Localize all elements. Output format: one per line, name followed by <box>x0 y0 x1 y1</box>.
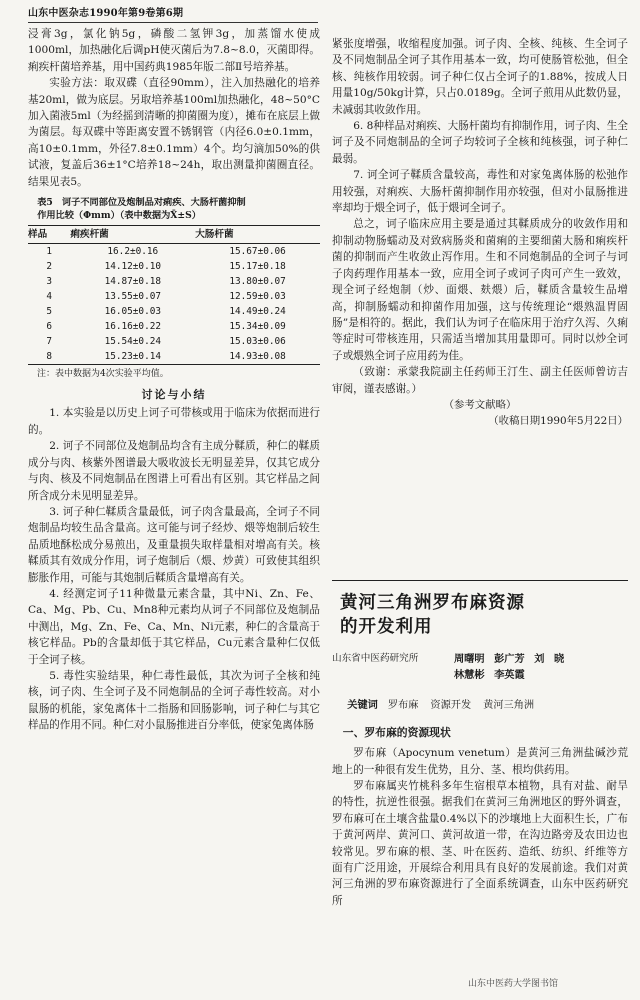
paragraph-culture-medium: 浸膏3g，氯化钠5g，磷酸二氢钾3g，加蒸馏水使成1000ml，加热融化后调pH使灭菌后为7.8~8.0，灭菌即得。痢疾杆菌培养基，用中国药典1985年版二部Ⅱ号培养基。 <box>28 28 320 73</box>
keyword: 资源开发 <box>430 700 472 712</box>
table-header-row <box>28 226 320 244</box>
discussion-point-1: 1. 本实验是以历史上诃子可带核或用于临床为依据而进行的。 <box>28 407 320 436</box>
table-cell: 6 <box>46 321 53 333</box>
table-row <box>28 244 320 260</box>
keywords-label: 关键词 <box>347 699 378 712</box>
discussion-point-5: 5. 毒性实验结果，种仁毒性最低，其次为诃子全核和纯核，诃子肉、生全诃子及不同炮制品的全诃子毒性较高。对小鼠肠的机能，家兔离体十二指肠和回肠影响，诃子种仁与其它样品的作用不同。种仁对小鼠肠推进百分率低，使家兔离体肠 <box>28 669 320 732</box>
paragraph-point-6: 6. 8种样品对痢疾、大肠杆菌均有抑制作用，诃子肉、生全诃子及不同炮制品的全诃子均较诃子全核和纯核强，诃子种仁最弱。 <box>332 120 628 165</box>
references-omitted: （参考文献略） <box>443 398 517 411</box>
table-cell: 14.87±0.18 <box>104 276 162 288</box>
paragraph-summary: 总之，诃子临床应用主要是通过其鞣质成分的收敛作用和抑制动物肠蠕动及对致病肠炎和菌痢的主要细菌大肠和痢疾杆菌的抑制而产生收敛止泻作用。生和不同炮制品的全诃子与诃子肉药理作用基本一致，应用全诃子或诃子肉可产生一致效，现全诃子经炮制（炒、面煨、麸煨）后，鞣质含量较生品增高，抑制肠蠕动和抑菌作用加强，这与传统理论“煨熟温胃固肠”是相符的。据此，我们认为诃子在临床用于治疗久泻、久痢等症时可带核连用，只需适当增加其用量即可。同时以炒全诃子或煨熟全诃子应用药为佳。 <box>332 218 628 362</box>
table-cell: 13.80±0.07 <box>229 276 286 288</box>
table-cell: 15.34±0.09 <box>229 321 286 333</box>
paragraph-resource-2: 罗布麻属夹竹桃科多年生宿根草本植物，具有对盐、耐旱的特性，抗逆性很强。据我们在黄河三角洲地区的野外调查，罗布麻可在土壤含盐量0.4%以下的沙壤地上大面积生长，广布于黄河两岸、黄河口、黄河故道一带，在沟边路旁及农田边也较常见。罗布麻的根、茎、叶在医药、造纸、纺织、纤维等方面有广泛用途，开展综合利用具有良好的发展前途。我们对黄河三角洲的罗布麻资源进行了全面系统调查，山东中医药研究所 <box>332 780 628 907</box>
authors-line-1: 周曙明 彭广芳 刘 晓 <box>454 653 565 665</box>
table-row <box>28 334 320 349</box>
table-cell: 12.59±0.03 <box>229 291 286 303</box>
table-cell: 2 <box>46 261 53 273</box>
discussion-point-2: 2. 诃子不同部位及炮制品均含有主成分鞣质，种仁的鞣质成分与肉、核紫外图谱最大吸收波长无明显差异，仅其它成分与肉、核及不同炮制品在图谱上可看出有区别。其它样品之间所含成分未见明显差异。 <box>28 440 320 502</box>
table-row <box>28 259 320 274</box>
discussion-point-4: 4. 经测定诃子11种微量元素含量，其中Ni、Zn、Fe、Ca、Mg、Pb、Cu、Mn8种元素均从诃子不同部位及炮制品中测出，Mg、Zn、Fe、Ca、Mn、Ni元素，种仁的含量高于核它样品。Pb的含量却低于其它样品，Cu元素含量种仁仅低于全诃子核。 <box>28 587 320 666</box>
discussion-point-3: 3. 诃子种仁鞣质含量最低，诃子肉含量最高，全诃子不同炮制品均较生品含量高。这可能与诃子经炒、煨等炮制后较生品质地酥松成分易煎出，及重量损失取样量相对增高有关。核鞣质其有效成分作用，诃子炮制后（煨、炒黄）可致使其组织膨胀作用，可能与其炮制后鞣质含量增高有关。 <box>28 505 320 584</box>
table-cell: 14.49±0.24 <box>229 306 286 318</box>
table-cell: 5 <box>46 306 53 318</box>
table-cell: 3 <box>46 276 53 288</box>
table-cell: 14.93±0.08 <box>195 349 320 365</box>
paragraph-continuation: 紧张度增强，收缩程度加强。诃子肉、全核、纯核、生全诃子及不同炮制品全诃子其作用基本一致，均可使肠管松弛，但全核、纯核作用较弱。诃子种仁仅占全诃子的1.88%，按成人日用量10g/50kg计算，只占0.0189g。全诃子煎用从此数仍显，未减弱其收敛作用。 <box>332 38 628 116</box>
table-caption-line-1: 表5 诃子不同部位及炮制品对痢疾、大肠杆菌抑制 <box>37 197 246 209</box>
keywords-line <box>332 697 628 714</box>
affiliation-block <box>332 651 628 667</box>
authors-line-2: 林慧彬 李英霞 <box>454 669 525 681</box>
keyword: 罗布麻 <box>387 700 419 712</box>
antibacterial-table <box>28 225 320 365</box>
table-cell: 16.05±0.03 <box>104 306 162 318</box>
library-watermark: 山东中医药大学图书馆 <box>468 979 559 989</box>
table-row <box>28 289 320 304</box>
affiliation-unit: 山东省中医药研究所 <box>332 653 419 664</box>
paragraph-acknowledgement: （致谢：承蒙我院副主任药师王汀生、副主任医师曾访吉审阅，谨表感谢。） <box>332 366 628 395</box>
discussion-heading: 讨论与小结 <box>141 388 207 402</box>
table-caption-line-2: 作用比较（Φmm）（表中数据为X̄±S） <box>37 210 201 222</box>
table-cell: 1 <box>46 246 53 258</box>
article-divider <box>332 580 628 581</box>
table-cell: 4 <box>46 291 53 303</box>
paragraph-experiment-method: 实验方法：取双碟（直径90mm），注入加热融化的培养基20ml，做为底层。另取培养基100ml加热融化，48~50°C加入菌液5ml（为经摇到清晰的抑菌圈为度），摊布在底层上做为菌层。每双碟中等距离安置不锈钢管（内径6.0±0.1mm，高10±0.1mm，外径7.8±0.1mm）4个。均匀滴加50%的供试液，复盖后36±1°C培养18~24h，取出测量抑菌圈直径。结果见表5。 <box>28 77 320 188</box>
table-cell: 16.16±0.22 <box>104 321 162 333</box>
keyword: 黄河三角洲 <box>483 700 535 712</box>
table-header-sample: 样品 <box>28 226 70 244</box>
table-cell: 15.67±0.06 <box>229 246 286 258</box>
table-caption <box>28 196 320 222</box>
table-cell: 14.12±0.10 <box>104 261 162 273</box>
article-title <box>340 591 628 639</box>
table-cell: 8 <box>28 349 70 365</box>
right-column-upper <box>332 36 628 430</box>
table-row <box>28 304 320 319</box>
table-cell: 13.55±0.07 <box>104 291 162 303</box>
table-cell: 16.2±0.16 <box>107 246 159 258</box>
table-row <box>28 349 320 365</box>
table-cell: 15.17±0.18 <box>229 261 286 273</box>
table-header-coli: 大肠杆菌 <box>195 226 320 244</box>
new-article <box>332 572 628 909</box>
article-title-line-2: 的开发利用 <box>340 617 433 637</box>
received-date: （收稿日期1990年5月22日） <box>488 415 628 428</box>
table-cell: 15.54±0.24 <box>104 336 162 348</box>
table-cell: 7 <box>46 336 53 348</box>
paragraph-resource-1: 罗布麻（Apocynum venetum）是黄河三角洲盐碱沙荒地上的一种很有发生优势，且分、茎、根均供药用。 <box>332 747 628 776</box>
section-heading-resources: 一、罗布麻的资源现状 <box>342 725 451 739</box>
table-cell: 15.03±0.06 <box>229 336 286 348</box>
running-head: 山东中医杂志1990年第9卷第6期 <box>28 6 318 23</box>
table-note: 注：表中数据为4次实验平均值。 <box>37 369 169 380</box>
table-header-dysentery: 痢疾杆菌 <box>70 226 195 244</box>
table-row <box>28 319 320 334</box>
paragraph-point-7: 7. 诃全诃子鞣质含量较高，毒性和对家兔离体肠的松弛作用较强，对痢疾、大肠杆菌抑制作用亦较强，但对小鼠肠推进率却均于煨全诃子，低于煨诃全诃子。 <box>332 169 628 215</box>
table-row <box>28 274 320 289</box>
article-title-line-1: 黄河三角洲罗布麻资源 <box>340 593 525 613</box>
table-cell: 15.23±0.14 <box>70 349 195 365</box>
left-column <box>28 26 320 734</box>
